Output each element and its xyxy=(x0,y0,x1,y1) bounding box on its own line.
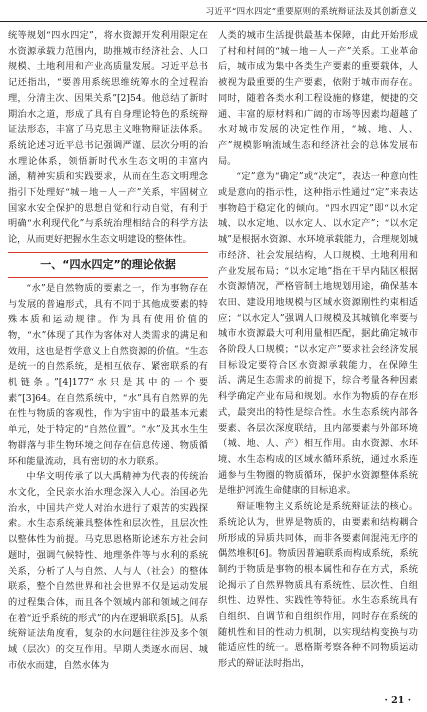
section-heading-text: 一、“四水四定”的理论依据 xyxy=(40,257,176,271)
section-heading xyxy=(8,252,208,275)
two-column-body xyxy=(8,28,419,690)
paragraph: 辩证唯物主义系统论是系统辩证法的核心。系统论认为，世界是物质的，由要素和结构耦合所形成的异质共同体，而非各要素间混沌无序的偶然堆积[6]。物质因普遍联系而构成系统，系统制约于物质是事物的根本属性和存在方式，系统论揭示了自然界物质具有系统性、层次性、自组织性、边界性、实践性等特征。水生态系统具有自组织、自调节和自组织作用，同时存在系统的随机性和目的性动力机制，以实现结构变换与功能适应性的统一。恩格斯考察各种不同物质运动形式的辩证法时指出， xyxy=(218,501,418,670)
right-column xyxy=(218,28,418,690)
paragraph: “水”是自然物质的要素之一，作为事物存在与发展的普遍形式，具有不同于其他成要素的特殊本质和运动规律。作为具有使用价值的物，“水”体现了其作为客体对人类需求的满足和效用，这也是哲学意义上自然资源的价值。“生态是统一的自然系统，是相互依存、紧密联系的有机链条。”[4]177“水只是其中的一个要素”[3]64。在自然系统中，“水”具有自然界的先在性与物质的客观性，作为宇宙中的最基本元素单元，处于特定的“自然位置”。“水”及其水生生物群落与非生物环境之间存在信息传递、物质循环和能量流动，具有密切的水力联系。 xyxy=(8,282,208,467)
page-number: · 21 · xyxy=(384,695,411,706)
left-column xyxy=(8,28,208,690)
running-header xyxy=(0,0,427,22)
paragraph: “定”意为“确定”或“决定”，表达一种意向性或是意向的指示性，这种指示性通过“定”来表达事物趋于稳定化的倾向。“四水四定”即“以水定城、以水定地、以水定人、以水定产”；“以水定城”是根据水资源、水环境承载能力，合理规划城市经济、社会发展结构，人口规模、土地利用和产业发展布局；“以水定地”指在干旱内陆区根据水资源情况，严格管制土地规划用途，确保基本农田、建设用地规模与区域水资源刚性约束相适应；“以水定人”强调人口规模及其城镇化率要与城市水资源最大可利用量相匹配，据此确定城市各阶段人口规模；“以水定产”要求社会经济发展目标设定要符合区水资源承载能力，在保障生活、满足生态需求的前提下，综合考量各种因素科学确定产业布局和规划。水作为物质的存在形式，最突出的特性是综合性。水生态系统内部各要素、各层次深度联结，且内部要素与外部环境（城、地、人、产）相互作用。由水资源、水环境、水生态构成的区域水循环系统，通过水系连通参与生物圈的物质循环，保护水资源整体系统是维护河流生命健康的目标追求。 xyxy=(218,171,418,497)
paragraph: 统等规划“四水四定”，将水资源开发利用限定在水资源承载力范围内，助推城市经济社会、人口规模、土地利用和产业高质量发展。习近平总书记还指出，“要善用系统思维统筹水的全过程治理，分清主次、因果关系”[2]54。他总结了新时期治水之道，形成了具有自身理论特色的系统辩证法形态，丰富了马克思主义唯物辩证法体系。系统论述习近平总书记强调严谨、层次分明的治水理论体系，领悟新时代水生态文明的丰富内涵，精神实质和实践要求，从而在生态文明理念指引下处理好“城－地－人－产”关系，牢固树立国家水安全保护的思想自觉和行动自觉，有利于明确“水利现代化”与系统治理相结合的科学方法论，从而更好把握水生态文明建设的整体性。 xyxy=(8,30,208,246)
paragraph: 人类的城市生活提供最基本保障，由此开始形成了村和村间的“城－地－人－产”关系。工业革命后，城市成为集中各类生产要素的重要载体，人被视为最重要的生产要素，依附于城市而存在。同时，随着各类水利工程设施的修建，便捷的交通、丰富的原材料和广阔的市场等因素均超越了水对城市发展的决定性作用，“城、地、人、产”规模影响流域生态和经济社会的总体发展布局。 xyxy=(218,30,418,167)
paragraph: 中华文明传承了以大禹精神为代表的传统治水文化，全民亲水治水理念深入人心。治国必先治水，中国共产党人对治水进行了艰苦的实践探索。水生态系统兼具整体性和层次性，且层次性以整体性为前提。马克思恩格斯论述东方社会问题时，强调气候特性、地理条件等与水利的系统关系，分析了人与自然、人与人（社会）的整体联系，整个自然世界和社会世界不仅是运动发展的过程集合体，而且各个领域内部和领域之间存在着“近乎系统的形式”的内在逻辑联系[5]。从系统辩证法角度看，复杂的水问题往往涉及多个领域（层次）的交互作用。早期人类逐水而居、城市依水而建，自然水体为 xyxy=(8,471,208,671)
running-title: 习近平“四水四定”重要原则的系统辩证法及其创新意义 xyxy=(205,6,417,17)
